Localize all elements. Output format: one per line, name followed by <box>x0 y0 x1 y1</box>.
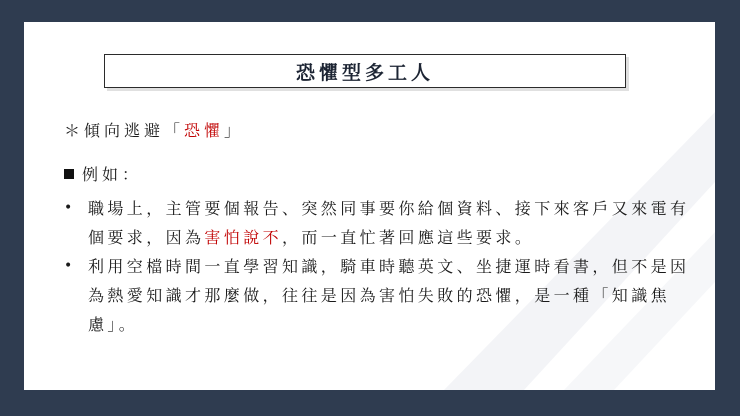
bullet-list <box>64 194 704 339</box>
subtitle-suffix: 」 <box>224 121 245 140</box>
bullet-dot-icon: • <box>64 200 76 216</box>
bullet-highlight: 害怕說不 <box>204 228 283 247</box>
list-item <box>64 194 704 252</box>
subtitle-highlight: 恐懼 <box>184 121 225 140</box>
bullet-text-after: ，而一直忙著回應這些要求。 <box>282 228 535 247</box>
example-heading <box>64 162 142 185</box>
bullet-text: 利用空檔時間一直學習知識，騎車時聽英文、坐捷運時看書，但不是因為熱愛知識才那麼做，往往是因為害怕失敗的恐懼，是一種「知識焦慮」。 <box>88 257 690 334</box>
example-label: 例如： <box>82 165 143 184</box>
title-box <box>104 54 626 88</box>
slide <box>24 22 715 390</box>
subtitle <box>64 118 244 141</box>
subtitle-prefix: ＊傾向逃避「 <box>64 121 185 140</box>
list-item <box>64 252 704 339</box>
bullet-text: 職場上，主管要個報告、突然同事要你給個資料、接下來客戶又來電有個要求，因為 <box>88 199 690 247</box>
page-title: 恐懼型多工人 <box>295 61 434 84</box>
bullet-dot-icon: • <box>64 258 76 274</box>
square-bullet-icon <box>64 169 74 179</box>
